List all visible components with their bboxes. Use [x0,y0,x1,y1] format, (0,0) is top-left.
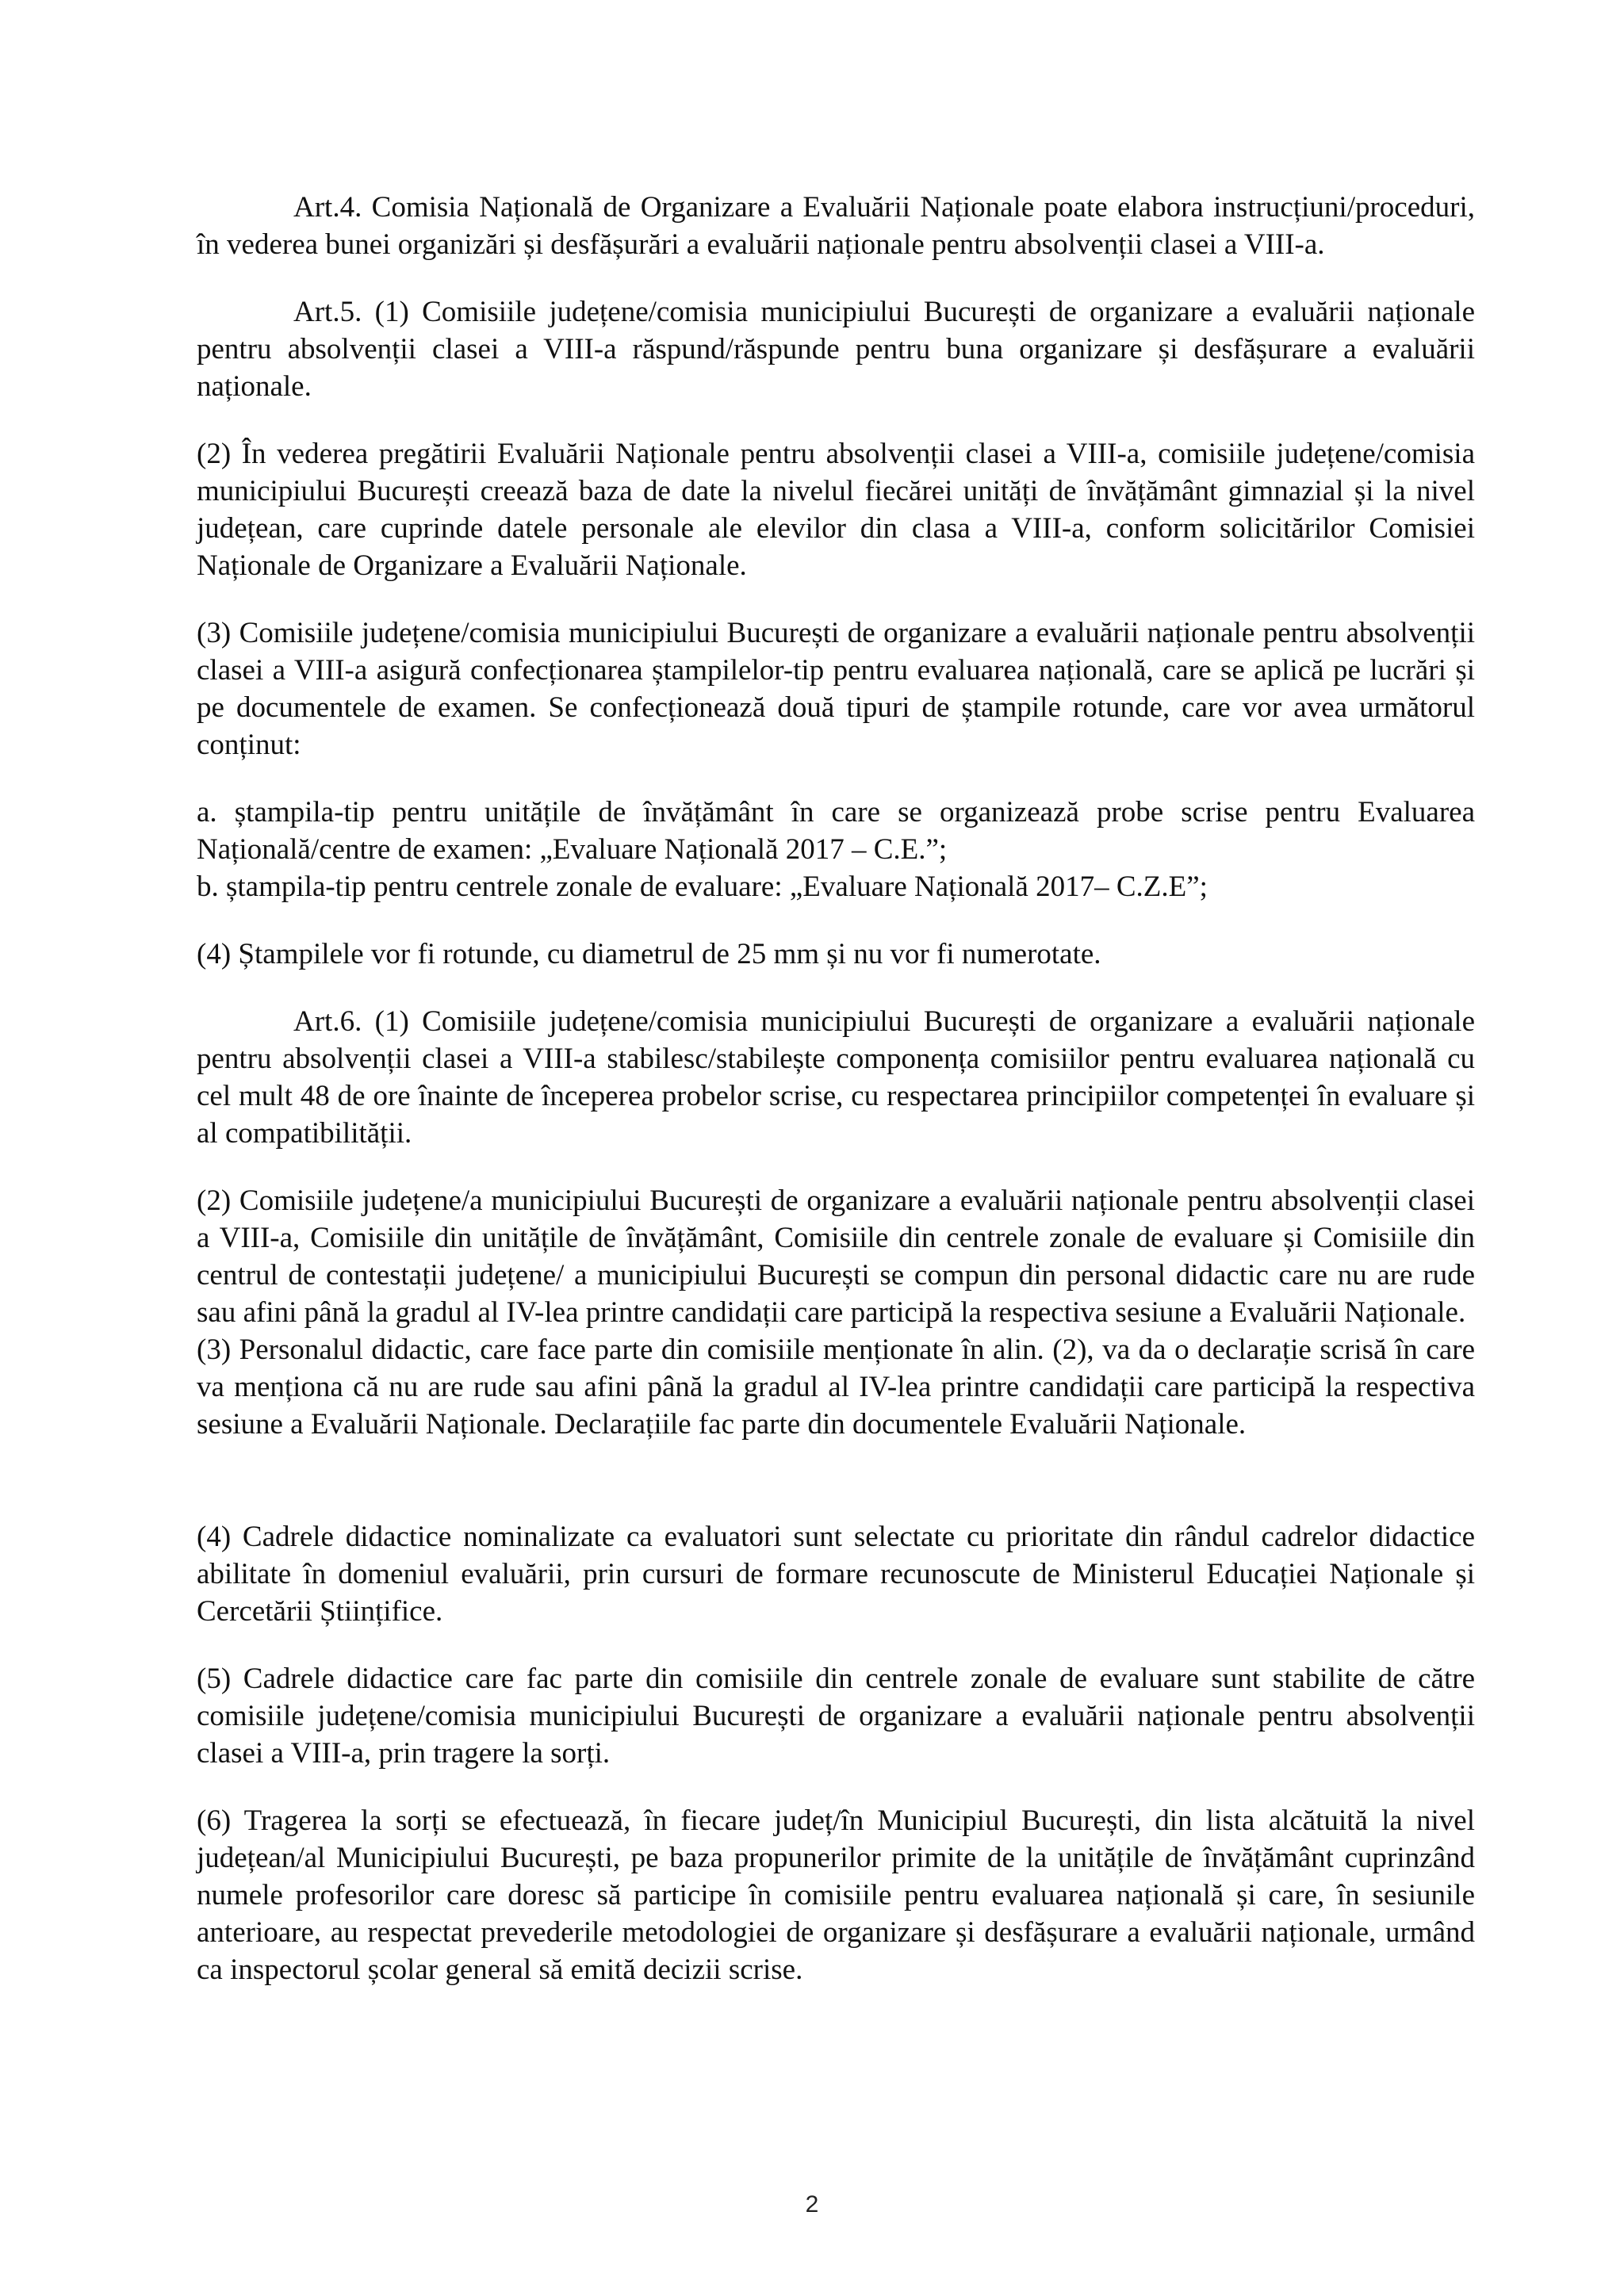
paragraph-art6-1: Art.6. (1) Comisiile județene/comisia municipiului București de organizare a evaluării naționale pentru absolvenții clasei a VIII-a stabilesc/stabilește componența comisiilor pentru evaluarea națională cu cel mult 48 de ore înainte de începerea probelor scrise, cu respectarea principiilor competenței în evaluare și al compatibilității. [197,1005,1475,1150]
paragraph-art6-6: (6) Tragerea la sorți se efectuează, în fiecare județ/în Municipiul București, din lista alcătuită la nivel județean/al Municipiului București, pe baza propunerilor primite de la unitățile de învățământ cuprinzând numele profesorilor care doresc să participe în comisiile pentru evaluarea națională și care, în sesiunile anterioare, au respectat prevederile metodologiei de organizare și desfășurare a evaluării naționale, urmând ca inspectorul școlar general să emită decizii scrise. [197,1804,1475,1986]
paragraph-stamp-b: b. ștampila-tip pentru centrele zonale de evaluare: „Evaluare Națională 2017– C.Z.E”; [197,871,1208,903]
page-number: 2 [805,2191,819,2218]
document-body [197,189,1475,2019]
paragraph-stamp-a: a. ștampila-tip pentru unitățile de învățământ în care se organizează probe scrise pentru Evaluarea Națională/centre de examen: „Evaluare Națională 2017 – C.E.”; [197,796,1475,866]
paragraph-art5-3: (3) Comisiile județene/comisia municipiului București de organizare a evaluării naționale pentru absolvenții clasei a VIII-a asigură confecționarea ștampilelor-tip pentru evaluarea națională, care se aplică pe lucrări și pe documentele de examen. Se confecționează două tipuri de ștampile rotunde, care vor avea următorul conținut: [197,617,1475,761]
paragraph-art4: Art.4. Comisia Națională de Organizare a Evaluării Naționale poate elabora instrucțiuni/proceduri, în vederea bunei organizări și desfășurări a evaluării naționale pentru absolvenții clasei a VIII-a. [197,191,1475,261]
paragraph-art6-4: (4) Cadrele didactice nominalizate ca evaluatori sunt selectate cu prioritate din rândul cadrelor didactice abilitate în domeniul evaluării, prin cursuri de formare recunoscute de Ministerul Educației Naționale și Cercetării Științifice. [197,1521,1475,1628]
paragraph-art5-1: Art.5. (1) Comisiile județene/comisia municipiului București de organizare a evaluării naționale pentru absolvenții clasei a VIII-a răspund/răspunde pentru buna organizare și desfășurare a evaluării naționale. [197,296,1475,403]
paragraph-art5-2: (2) În vederea pregătirii Evaluării Naționale pentru absolvenții clasei a VIII-a, comisiile județene/comisia municipiului București creează baza de date la nivelul fiecărei unități de învățământ gimnazial și la nivel județean, care cuprinde datele personale ale elevilor din clasa a VIII-a, conform solicitărilor Comisiei Naționale de Organizare a Evaluării Naționale. [197,438,1475,582]
paragraph-art6-2: (2) Comisiile județene/a municipiului București de organizare a evaluării naționale pentru absolvenții clasei a VIII-a, Comisiile din unitățile de învățământ, Comisiile din centrele zonale de evaluare și Comisiile din centrul de contestații județene/ a municipiului București se compun din personal didactic care nu are rude sau afini până la gradul al IV-lea printre candidații care participă la respectiva sesiune a Evaluării Naționale. [197,1184,1475,1329]
paragraph-art5-4: (4) Ștampilele vor fi rotunde, cu diametrul de 25 mm și nu vor fi numerotate. [197,938,1101,970]
paragraph-art6-5: (5) Cadrele didactice care fac parte din comisiile din centrele zonale de evaluare sunt stabilite de către comisiile județene/comisia municipiului București de organizare a evaluării naționale pentru absolvenții clasei a VIII-a, prin tragere la sorți. [197,1663,1475,1770]
paragraph-art6-3: (3) Personalul didactic, care face parte din comisiile menționate în alin. (2), va da o declarație scrisă în care va menționa că nu are rude sau afini până la gradul al IV-lea printre candidații care participă la respectiva sesiune a Evaluării Naționale. Declarațiile fac parte din documentele Evaluării Naționale. [197,1334,1475,1441]
